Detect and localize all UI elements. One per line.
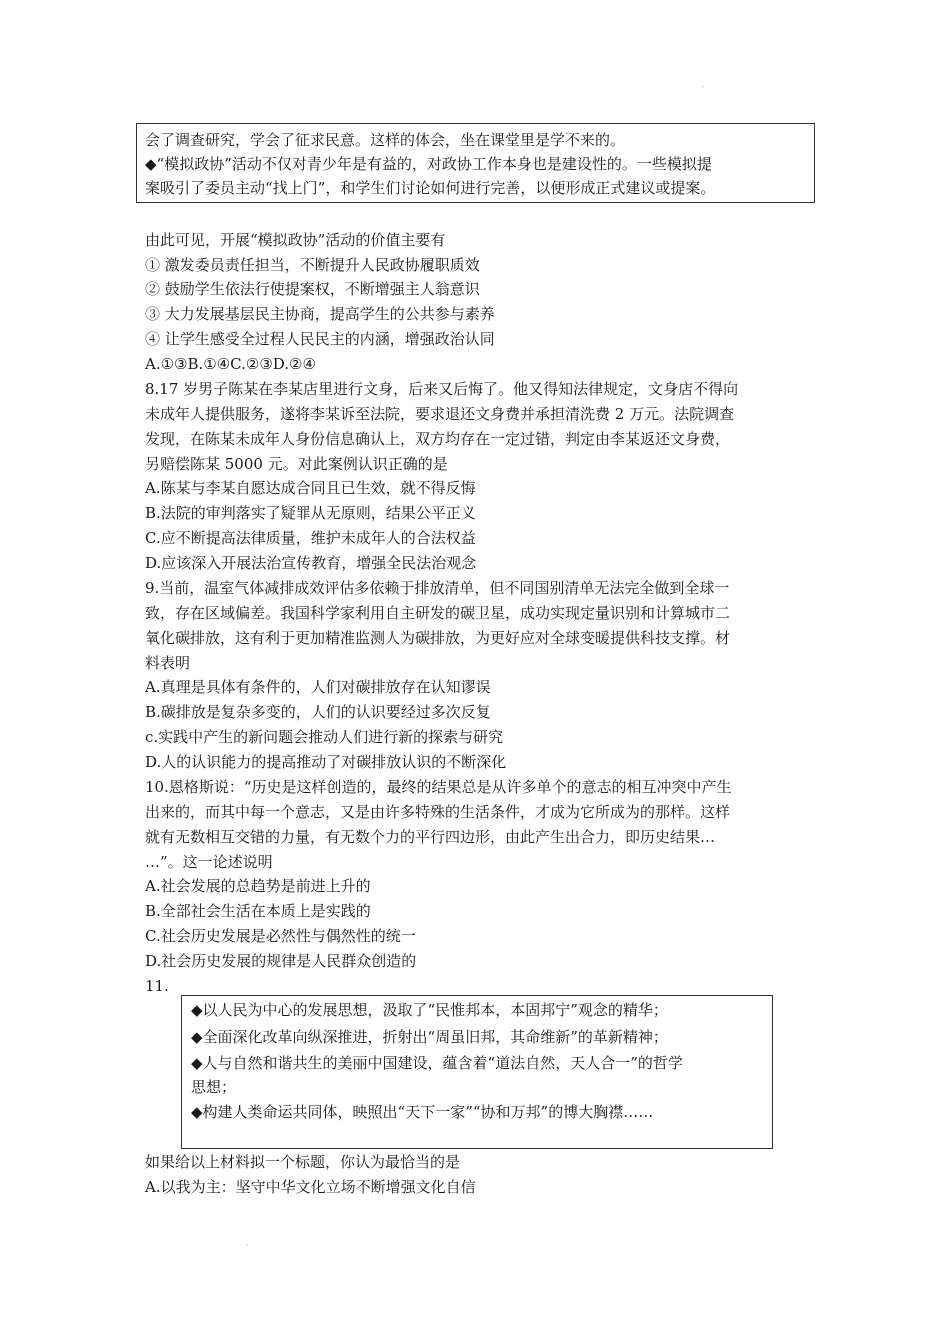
- q9-option-c: c.实践中产生的新问题会推动人们进行新的探索与研究: [145, 728, 504, 746]
- material-line: 案吸引了委员主动“找上门”，和学生们讨论如何进行完善，以便形成正式建议或提案。: [145, 179, 716, 197]
- q10-option-a: A.社会发展的总趋势是前进上升的: [145, 877, 371, 895]
- q9-option-b: B.碳排放是复杂多变的，人们的认识要经过多次反复: [145, 703, 491, 721]
- material-line: 会了调查研究，学会了征求民意。这样的体会，坐在课堂里是学不来的。: [145, 131, 626, 149]
- q9-option-a: A.真理是具体有条件的，人们对碳排放存在认知谬误: [145, 678, 491, 696]
- q10-option-d: D.社会历史发展的规律是人民群众创造的: [145, 952, 417, 970]
- q10-stem-line: 10.恩格斯说：“历史是这样创造的，最终的结果总是从许多单个的意志的相互冲突中产生: [145, 778, 732, 796]
- material-line: 思想；: [191, 1078, 237, 1096]
- material-line: ◆构建人类命运共同体，映照出“天下一家”“协和万邦”的博大胸襟……: [191, 1103, 654, 1121]
- q7-item-1: ① 激发委员责任担当，不断提升人民政协履职质效: [145, 256, 480, 274]
- q7-item-3: ③ 大力发展基层民主协商，提高学生的公共参与素养: [145, 305, 495, 323]
- q7-item-4: ④ 让学生感受全过程人民民主的内涵，增强政治认同: [145, 330, 495, 348]
- q7-options: A.①③B.①④C.②③D.②④: [145, 355, 316, 373]
- q10-stem-line: …”。这一论述说明: [145, 853, 273, 871]
- material-line: ◆“模拟政协”活动不仅对青少年是有益的，对政协工作本身也是建设性的。一些模拟提: [145, 155, 712, 173]
- q8-option-c: C.应不断提高法律质量，维护未成年人的合法权益: [145, 529, 476, 547]
- q8-option-d: D.应该深入开展法治宣传教育，增强全民法治观念: [145, 554, 477, 572]
- q11-number: 11.: [145, 977, 169, 995]
- material-line: ◆全面深化改革向纵深推进，折射出“周虽旧邦，其命维新”的革新精神；: [191, 1028, 668, 1046]
- q10-stem-line: 出来的，而其中每一个意志，又是由许多特殊的生活条件，才成为它所成为的那样。这样: [145, 803, 731, 821]
- q8-stem-line: 8.17 岁男子陈某在李某店里进行文身，后来又后悔了。他又得知法律规定，文身店不得向: [145, 380, 739, 398]
- q8-option-a: A.陈某与李某自愿达成合同且已生效，就不得反悔: [145, 479, 476, 497]
- scan-dot: .: [702, 80, 705, 89]
- q9-stem-line: 致，存在区域偏差。我国科学家利用自主研发的碳卫星，成功实现定量识别和计算城市二: [145, 604, 731, 622]
- q8-option-b: B.法院的审判落实了疑罪从无原则，结果公平正义: [145, 504, 476, 522]
- q9-stem-line: 料表明: [145, 654, 191, 672]
- q11-option-a: A.以我为主：坚守中华文化立场不断增强文化自信: [145, 1178, 476, 1196]
- q7-item-2: ② 鼓励学生依法行使提案权，不断增强主人翁意识: [145, 280, 480, 298]
- q9-option-d: D.人的认识能力的提高推动了对碳排放认识的不断深化: [145, 753, 507, 771]
- material-line: ◆人与自然和谐共生的美丽中国建设，蕴含着“道法自然，天人合一”的哲学: [191, 1054, 683, 1072]
- scan-dot: .: [246, 1238, 249, 1247]
- q11-stem: 如果给以上材料拟一个标题，你认为最恰当的是: [145, 1153, 461, 1171]
- material-line: ◆以人民为中心的发展思想，汲取了“民惟邦本，本固邦宁”观念的精华；: [191, 1001, 668, 1019]
- material-box-mock-cppcc: [136, 123, 815, 203]
- q9-stem-line: 氧化碳排放，这有利于更加精准监测人为碳排放，为更好应对全球变暖提供科技支撑。材: [145, 629, 731, 647]
- q8-stem-line: 另赔偿陈某 5000 元。对此案例认识正确的是: [145, 455, 448, 473]
- q10-option-b: B.全部社会生活在本质上是实践的: [145, 902, 371, 920]
- q10-stem-line: 就有无数相互交错的力量，有无数个力的平行四边形，由此产生出合力，即历史结果…: [145, 828, 716, 846]
- q8-stem-line: 未成年人提供服务，遂将李某诉至法院，要求退还文身费并承担清洗费 2 万元。法院调查: [145, 405, 735, 423]
- material-box-chinese-culture: [181, 995, 773, 1149]
- q10-option-c: C.社会历史发展是必然性与偶然性的统一: [145, 927, 416, 945]
- q7-stem: 由此可见，开展“模拟政协”活动的价值主要有: [145, 231, 446, 249]
- q8-stem-line: 发现，在陈某未成年人身份信息确认上，双方均存在一定过错，判定由李某返还文身费，: [145, 430, 731, 448]
- q9-stem-line: 9.当前，温室气体减排成效评估多依赖于排放清单，但不同国别清单无法完全做到全球一: [145, 579, 730, 597]
